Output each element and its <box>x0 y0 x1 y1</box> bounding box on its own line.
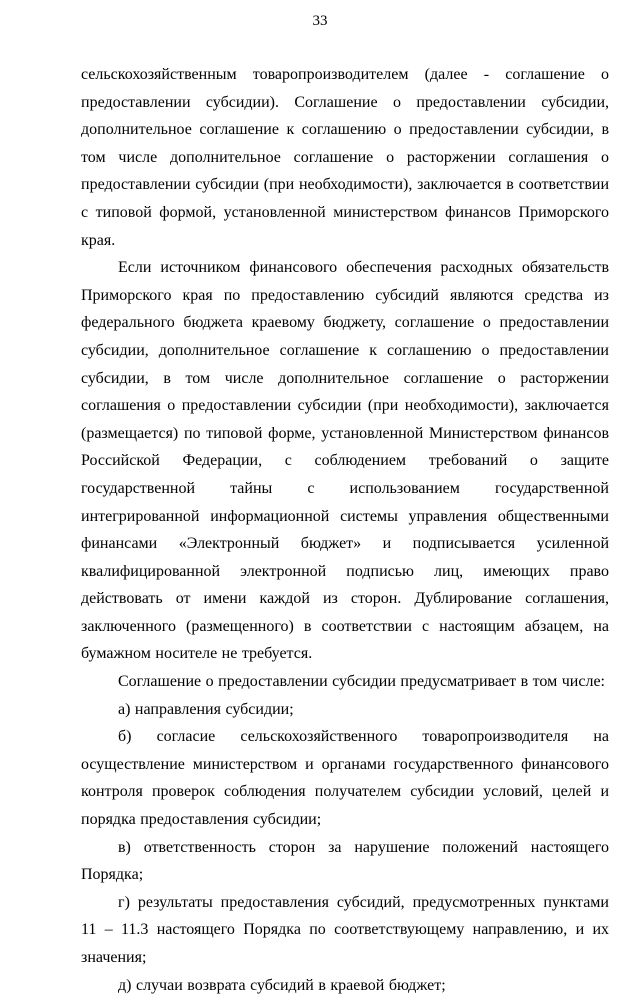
paragraph: Соглашение о предоставлении субсидии предусматривает в том числе: <box>118 673 605 691</box>
paragraph-list-item-b: б) согласие сельскохозяйственного товаропроизводителя на осуществление министерством и органами государственного финансового контроля проверок соблюдения получателем субсидии условий, целей и порядка предоставления субсидии; <box>81 728 609 829</box>
paragraph: Если источником финансового обеспечения расходных обязательств Приморского края по предоставлению субсидий являются средства из федерального бюджета краевому бюджету, соглашение о предоставлении субсидии, дополнительное соглашение к соглашению о предоставлении субсидии, в том числе дополнительное соглашение о расторжении соглашения о предоставлении субсидии (при необходимости), заключается (размещается) по типовой форме, установленной Министерством финансов Российской Федерации, с соблюдением требований о защите государственной тайны с использованием государственной интегрированной информационной системы управления общественными финансами «Электронный бюджет» и подписывается усиленной квалифицированной электронной подписью лиц, имеющих право действовать от имени каждой из сторон. Дублирование соглашения, заключенного (размещенного) в соответствии с настоящим абзацем, на бумажном носителе не требуется. <box>81 259 609 663</box>
page-number: 33 <box>312 13 328 29</box>
paragraph-list-item-a: а) направления субсидии; <box>118 700 294 718</box>
paragraph-list-item-g: г) результаты предоставления субсидий, предусмотренных пунктами 11 – 11.3 настоящего Порядка по соответствующему направлению, и их значения; <box>81 893 609 966</box>
paragraph: сельскохозяйственным товаропроизводителем (далее - соглашение о предоставлении субсидии). Соглашение о предоставлении субсидии, дополнительное соглашение к соглашению о предоставлении субсидии, в том числе дополнительное соглашение о расторжении соглашения о предоставлении субсидии (при необходимости), заключается в соответствии с типовой формой, установленной министерством финансов Приморского края. <box>81 66 609 249</box>
paragraph-list-item-v: в) ответственность сторон за нарушение положений настоящего Порядка; <box>81 838 609 884</box>
paragraph-list-item-d: д) случаи возврата субсидий в краевой бюджет; <box>118 976 446 994</box>
document-body <box>0 61 640 999</box>
